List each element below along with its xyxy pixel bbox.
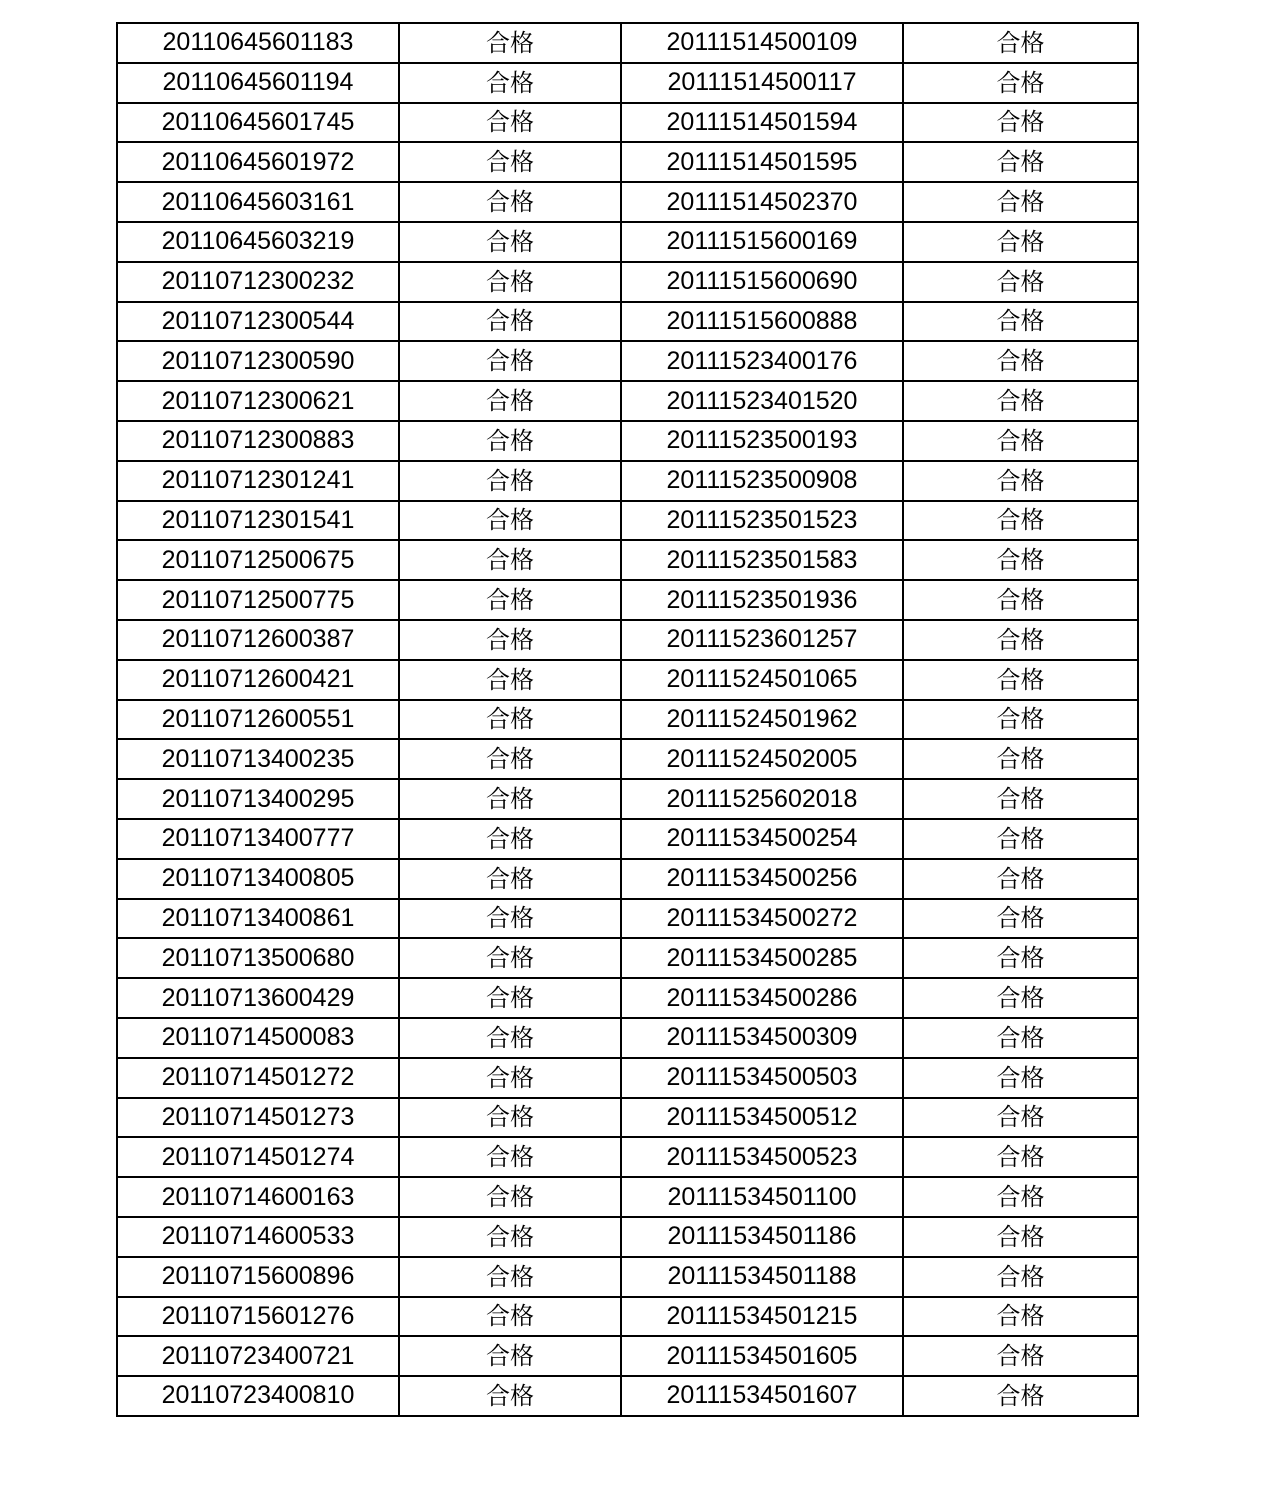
result-right-cell: 合格: [903, 620, 1138, 660]
exam-id-left-cell: 20110712300232: [117, 262, 399, 302]
result-right-cell: 合格: [903, 222, 1138, 262]
table-row: [117, 23, 1138, 63]
result-left-cell: 合格: [399, 23, 621, 63]
result-left-cell: 合格: [399, 859, 621, 899]
result-right-cell: 合格: [903, 1137, 1138, 1177]
result-left-cell: 合格: [399, 978, 621, 1018]
result-left-cell: 合格: [399, 63, 621, 103]
result-right-cell: 合格: [903, 1217, 1138, 1257]
exam-id-left-cell: 20110723400721: [117, 1336, 399, 1376]
exam-id-right-cell: 20111515600888: [621, 302, 903, 342]
table-row: [117, 620, 1138, 660]
table-row: [117, 1058, 1138, 1098]
result-right-cell: 合格: [903, 1257, 1138, 1297]
result-left-cell: 合格: [399, 779, 621, 819]
exam-id-right-cell: 20111525602018: [621, 779, 903, 819]
result-right-cell: 合格: [903, 1098, 1138, 1138]
exam-id-left-cell: 20110714500083: [117, 1018, 399, 1058]
result-left-cell: 合格: [399, 1297, 621, 1337]
result-right-cell: 合格: [903, 739, 1138, 779]
exam-id-right-cell: 20111534500256: [621, 859, 903, 899]
exam-id-left-cell: 20110715601276: [117, 1297, 399, 1337]
result-left-cell: 合格: [399, 700, 621, 740]
exam-id-right-cell: 20111534501605: [621, 1336, 903, 1376]
result-left-cell: 合格: [399, 938, 621, 978]
table-row: [117, 1297, 1138, 1337]
result-right-cell: 合格: [903, 1376, 1138, 1416]
exam-id-left-cell: 20110645603161: [117, 182, 399, 222]
result-right-cell: 合格: [903, 182, 1138, 222]
exam-id-right-cell: 20111515600690: [621, 262, 903, 302]
result-right-cell: 合格: [903, 819, 1138, 859]
exam-id-right-cell: 20111534501215: [621, 1297, 903, 1337]
table-row: [117, 381, 1138, 421]
result-right-cell: 合格: [903, 779, 1138, 819]
result-right-cell: 合格: [903, 580, 1138, 620]
exam-id-right-cell: 20111523601257: [621, 620, 903, 660]
exam-id-left-cell: 20110714600533: [117, 1217, 399, 1257]
result-left-cell: 合格: [399, 501, 621, 541]
exam-id-left-cell: 20110714501274: [117, 1137, 399, 1177]
exam-id-right-cell: 20111523501583: [621, 540, 903, 580]
result-left-cell: 合格: [399, 1217, 621, 1257]
result-right-cell: 合格: [903, 501, 1138, 541]
exam-id-left-cell: 20110713500680: [117, 938, 399, 978]
table-row: [117, 222, 1138, 262]
exam-id-right-cell: 20111523400176: [621, 341, 903, 381]
table-row: [117, 859, 1138, 899]
table-row: [117, 660, 1138, 700]
table-row: [117, 1177, 1138, 1217]
exam-id-left-cell: 20110645603219: [117, 222, 399, 262]
exam-id-left-cell: 20110715600896: [117, 1257, 399, 1297]
exam-id-left-cell: 20110712500775: [117, 580, 399, 620]
result-right-cell: 合格: [903, 341, 1138, 381]
results-table: [116, 22, 1139, 1417]
table-row: [117, 739, 1138, 779]
result-right-cell: 合格: [903, 63, 1138, 103]
result-right-cell: 合格: [903, 461, 1138, 501]
exam-id-left-cell: 20110712300883: [117, 421, 399, 461]
table-row: [117, 899, 1138, 939]
exam-id-left-cell: 20110712300590: [117, 341, 399, 381]
exam-id-right-cell: 20111514501595: [621, 142, 903, 182]
table-row: [117, 540, 1138, 580]
result-left-cell: 合格: [399, 580, 621, 620]
exam-id-left-cell: 20110712301241: [117, 461, 399, 501]
exam-id-left-cell: 20110714501273: [117, 1098, 399, 1138]
result-right-cell: 合格: [903, 1018, 1138, 1058]
exam-id-right-cell: 20111534500286: [621, 978, 903, 1018]
result-left-cell: 合格: [399, 142, 621, 182]
table-row: [117, 501, 1138, 541]
exam-id-right-cell: 20111534500309: [621, 1018, 903, 1058]
exam-id-left-cell: 20110712300621: [117, 381, 399, 421]
result-left-cell: 合格: [399, 1058, 621, 1098]
exam-id-left-cell: 20110712600421: [117, 660, 399, 700]
exam-id-right-cell: 20111514500109: [621, 23, 903, 63]
result-left-cell: 合格: [399, 1257, 621, 1297]
table-row: [117, 1257, 1138, 1297]
result-right-cell: 合格: [903, 23, 1138, 63]
exam-id-left-cell: 20110645601972: [117, 142, 399, 182]
result-left-cell: 合格: [399, 899, 621, 939]
result-right-cell: 合格: [903, 700, 1138, 740]
exam-id-right-cell: 20111534501100: [621, 1177, 903, 1217]
table-row: [117, 1336, 1138, 1376]
exam-id-left-cell: 20110712300544: [117, 302, 399, 342]
result-right-cell: 合格: [903, 103, 1138, 143]
result-left-cell: 合格: [399, 1336, 621, 1376]
exam-id-left-cell: 20110713400861: [117, 899, 399, 939]
result-right-cell: 合格: [903, 1336, 1138, 1376]
exam-id-right-cell: 20111523500908: [621, 461, 903, 501]
exam-id-left-cell: 20110714501272: [117, 1058, 399, 1098]
result-left-cell: 合格: [399, 381, 621, 421]
result-left-cell: 合格: [399, 660, 621, 700]
table-row: [117, 978, 1138, 1018]
result-right-cell: 合格: [903, 262, 1138, 302]
result-right-cell: 合格: [903, 421, 1138, 461]
result-right-cell: 合格: [903, 899, 1138, 939]
result-left-cell: 合格: [399, 461, 621, 501]
result-left-cell: 合格: [399, 540, 621, 580]
table-row: [117, 142, 1138, 182]
exam-id-right-cell: 20111534500285: [621, 938, 903, 978]
table-row: [117, 262, 1138, 302]
table-row: [117, 1217, 1138, 1257]
table-row: [117, 1018, 1138, 1058]
result-right-cell: 合格: [903, 938, 1138, 978]
exam-id-left-cell: 20110645601745: [117, 103, 399, 143]
table-row: [117, 779, 1138, 819]
result-right-cell: 合格: [903, 540, 1138, 580]
table-row: [117, 1137, 1138, 1177]
table-row: [117, 1376, 1138, 1416]
result-left-cell: 合格: [399, 1098, 621, 1138]
result-right-cell: 合格: [903, 978, 1138, 1018]
table-row: [117, 700, 1138, 740]
table-row: [117, 580, 1138, 620]
exam-id-left-cell: 20110712301541: [117, 501, 399, 541]
result-left-cell: 合格: [399, 182, 621, 222]
result-right-cell: 合格: [903, 381, 1138, 421]
exam-id-right-cell: 20111534500254: [621, 819, 903, 859]
result-left-cell: 合格: [399, 620, 621, 660]
result-left-cell: 合格: [399, 302, 621, 342]
exam-id-right-cell: 20111514501594: [621, 103, 903, 143]
result-left-cell: 合格: [399, 739, 621, 779]
exam-id-left-cell: 20110713400805: [117, 859, 399, 899]
exam-id-right-cell: 20111523500193: [621, 421, 903, 461]
exam-id-left-cell: 20110712500675: [117, 540, 399, 580]
table-row: [117, 103, 1138, 143]
exam-id-right-cell: 20111523401520: [621, 381, 903, 421]
result-left-cell: 合格: [399, 1137, 621, 1177]
table-row: [117, 421, 1138, 461]
exam-id-right-cell: 20111523501936: [621, 580, 903, 620]
result-right-cell: 合格: [903, 1297, 1138, 1337]
table-row: [117, 182, 1138, 222]
result-left-cell: 合格: [399, 103, 621, 143]
exam-id-right-cell: 20111534501607: [621, 1376, 903, 1416]
result-left-cell: 合格: [399, 222, 621, 262]
exam-id-right-cell: 20111534500503: [621, 1058, 903, 1098]
exam-id-left-cell: 20110712600551: [117, 700, 399, 740]
exam-id-right-cell: 20111534500523: [621, 1137, 903, 1177]
result-right-cell: 合格: [903, 142, 1138, 182]
exam-id-right-cell: 20111534500272: [621, 899, 903, 939]
table-row: [117, 461, 1138, 501]
exam-id-right-cell: 20111523501523: [621, 501, 903, 541]
exam-id-right-cell: 20111534501186: [621, 1217, 903, 1257]
exam-id-right-cell: 20111524501065: [621, 660, 903, 700]
table-row: [117, 1098, 1138, 1138]
table-row: [117, 819, 1138, 859]
result-right-cell: 合格: [903, 660, 1138, 700]
result-right-cell: 合格: [903, 1058, 1138, 1098]
table-row: [117, 938, 1138, 978]
exam-id-right-cell: 20111534501188: [621, 1257, 903, 1297]
exam-id-left-cell: 20110713400295: [117, 779, 399, 819]
exam-id-left-cell: 20110712600387: [117, 620, 399, 660]
exam-id-right-cell: 20111514500117: [621, 63, 903, 103]
exam-id-left-cell: 20110645601194: [117, 63, 399, 103]
exam-id-left-cell: 20110723400810: [117, 1376, 399, 1416]
result-left-cell: 合格: [399, 1177, 621, 1217]
exam-id-right-cell: 20111524501962: [621, 700, 903, 740]
exam-id-right-cell: 20111514502370: [621, 182, 903, 222]
exam-id-left-cell: 20110645601183: [117, 23, 399, 63]
exam-id-left-cell: 20110714600163: [117, 1177, 399, 1217]
result-left-cell: 合格: [399, 1376, 621, 1416]
result-right-cell: 合格: [903, 1177, 1138, 1217]
result-right-cell: 合格: [903, 302, 1138, 342]
exam-id-right-cell: 20111515600169: [621, 222, 903, 262]
exam-id-left-cell: 20110713400235: [117, 739, 399, 779]
result-left-cell: 合格: [399, 262, 621, 302]
results-table-body: [117, 23, 1138, 1416]
exam-id-right-cell: 20111534500512: [621, 1098, 903, 1138]
table-row: [117, 302, 1138, 342]
exam-id-left-cell: 20110713400777: [117, 819, 399, 859]
exam-id-left-cell: 20110713600429: [117, 978, 399, 1018]
table-row: [117, 63, 1138, 103]
table-row: [117, 341, 1138, 381]
result-left-cell: 合格: [399, 1018, 621, 1058]
result-left-cell: 合格: [399, 421, 621, 461]
result-right-cell: 合格: [903, 859, 1138, 899]
result-left-cell: 合格: [399, 819, 621, 859]
result-left-cell: 合格: [399, 341, 621, 381]
exam-id-right-cell: 20111524502005: [621, 739, 903, 779]
